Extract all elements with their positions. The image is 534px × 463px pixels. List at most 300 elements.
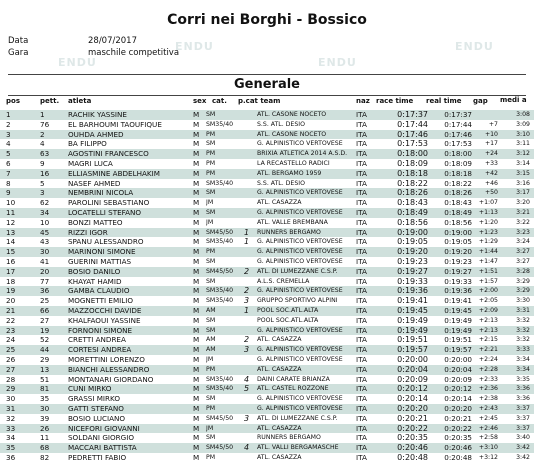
row-nation: ITA	[356, 452, 367, 462]
watermark-logo: ENDU	[58, 56, 97, 69]
row-race-time: 0:19:51	[397, 335, 428, 345]
row-nation: ITA	[356, 403, 367, 413]
row-race-time: 0:18:43	[397, 198, 428, 208]
row-athlete: NICEFORI GIOVANNI	[68, 423, 140, 433]
row-bib: 51	[40, 374, 50, 384]
row-pace: 3:40	[516, 434, 530, 442]
row-sex: M	[193, 188, 200, 198]
row-bib: 52	[40, 335, 50, 345]
row-pos: 5	[6, 149, 11, 159]
row-category: SM	[206, 257, 216, 265]
row-team: ATL. BERGAMO 1959	[257, 169, 322, 177]
row-pos: 15	[6, 247, 16, 257]
row-bib: 41	[40, 256, 50, 266]
row-gap: +2:46	[478, 424, 498, 432]
row-team: A.L.S. CREMELLA	[257, 277, 310, 285]
row-athlete: PAROLINI SEBASTIANO	[68, 198, 150, 208]
row-pace: 3:22	[516, 218, 530, 226]
table-row	[0, 218, 534, 228]
row-bib: 76	[40, 119, 50, 129]
row-pace: 3:08	[516, 111, 530, 118]
row-sex: M	[193, 129, 200, 139]
row-pace: 3:36	[516, 395, 530, 403]
row-pos: 7	[6, 168, 11, 178]
row-category: SM35/40	[206, 287, 234, 295]
row-gap: +1:44	[478, 248, 498, 256]
row-team: POOL SOC.ATL.ALTA	[257, 316, 319, 324]
row-athlete: MOGNETTI EMILIO	[68, 296, 134, 306]
row-sex: M	[193, 256, 200, 266]
row-pos: 10	[6, 198, 16, 208]
row-sex: M	[193, 452, 200, 462]
row-pos: 34	[6, 433, 16, 443]
row-category-place: 2	[244, 286, 250, 296]
row-nation: ITA	[356, 266, 367, 276]
row-nation: ITA	[356, 217, 367, 227]
col-pett: pett.	[40, 97, 60, 105]
row-category-place: 3	[244, 345, 250, 355]
row-nation: ITA	[356, 413, 367, 423]
row-athlete: GUERINI MATTIAS	[68, 256, 132, 266]
row-gap: +1:13	[478, 208, 498, 216]
row-sex: M	[193, 403, 200, 413]
row-race-time: 0:20:46	[397, 443, 428, 453]
row-real-time: 0:18:56	[444, 217, 472, 227]
row-pos: 33	[6, 423, 16, 433]
row-pace: 3:11	[516, 140, 530, 148]
col-media: medi a	[500, 96, 527, 104]
row-pos: 32	[6, 413, 16, 423]
watermark-logo: ENDU	[175, 40, 214, 53]
row-gap: +1:29	[478, 238, 498, 246]
table-row	[0, 130, 534, 140]
row-sex: M	[193, 139, 200, 149]
row-sex: M	[193, 198, 200, 208]
row-pos: 4	[6, 139, 11, 149]
table-row	[0, 326, 534, 336]
row-pos: 8	[6, 178, 11, 188]
row-sex: M	[193, 237, 200, 247]
row-bib: 66	[40, 305, 50, 315]
col-gap: gap	[473, 97, 488, 105]
row-race-time: 0:19:41	[397, 296, 428, 306]
row-gap: +2:13	[478, 316, 498, 324]
row-race-time: 0:20:22	[397, 423, 428, 433]
row-nation: ITA	[356, 305, 367, 315]
row-sex: M	[193, 296, 200, 306]
row-sex: M	[193, 443, 200, 453]
row-category: PM	[206, 130, 216, 138]
row-sex: M	[193, 384, 200, 394]
row-category: PM	[206, 159, 216, 167]
row-athlete: PEDRETTI FABIO	[68, 452, 127, 462]
row-category: SM	[206, 326, 216, 334]
row-category: SM35/40	[206, 297, 234, 305]
row-real-time: 0:20:04	[444, 364, 472, 374]
row-athlete: KHALFAOUI YASSINE	[68, 315, 141, 325]
row-real-time: 0:19:41	[444, 296, 472, 306]
row-category: JM	[206, 355, 214, 363]
row-athlete: BIANCHI ALESSANDRO	[68, 364, 150, 374]
row-pace: 3:37	[516, 424, 530, 432]
row-category-place: 2	[244, 335, 250, 345]
table-row	[0, 159, 534, 169]
row-real-time: 0:19:49	[444, 315, 472, 325]
row-pos: 31	[6, 403, 16, 413]
row-category: PM	[206, 453, 216, 461]
row-nation: ITA	[356, 110, 367, 119]
row-race-time: 0:17:46	[397, 129, 428, 139]
row-race-time: 0:18:49	[397, 207, 428, 217]
row-race-time: 0:18:00	[397, 149, 428, 159]
row-race-time: 0:18:09	[397, 158, 428, 168]
row-nation: ITA	[356, 139, 367, 149]
row-athlete: EL BARHOUMI TAOUFIQUE	[68, 119, 162, 129]
table-row	[0, 169, 534, 179]
row-athlete: MACCARI BATTISTA	[68, 443, 137, 453]
row-pace: 3:24	[516, 238, 530, 246]
row-gap: +1:20	[478, 218, 498, 226]
row-real-time: 0:17:53	[444, 139, 472, 149]
row-category: AM	[206, 346, 216, 354]
row-category: PM	[206, 365, 216, 373]
row-race-time: 0:19:20	[397, 247, 428, 257]
row-nation: ITA	[356, 198, 367, 208]
row-athlete: BOSIO DANILO	[68, 266, 121, 276]
row-nation: ITA	[356, 178, 367, 188]
row-team: POOL SOC.ATL.ALTA	[257, 306, 319, 314]
row-category: PM	[206, 169, 216, 177]
row-bib: 5	[40, 178, 45, 188]
row-category-place: 1	[244, 237, 250, 247]
row-athlete: CORTESI ANDREA	[68, 345, 132, 355]
page-title: Corri nei Borghi - Bossico	[167, 12, 367, 28]
row-real-time: 0:18:00	[444, 149, 472, 159]
row-nation: ITA	[356, 384, 367, 394]
row-real-time: 0:19:00	[444, 227, 472, 237]
row-bib: 25	[40, 296, 50, 306]
watermark-logo: ENDU	[455, 40, 494, 53]
row-gap: +1:51	[478, 267, 498, 275]
section-title: Generale	[8, 74, 526, 96]
row-race-time: 0:20:35	[397, 433, 428, 443]
row-bib: 10	[40, 217, 50, 227]
row-real-time: 0:17:37	[444, 110, 472, 119]
row-real-time: 0:18:26	[444, 188, 472, 198]
row-race-time: 0:19:23	[397, 256, 428, 266]
row-real-time: 0:19:27	[444, 266, 472, 276]
row-pace: 3:42	[516, 444, 530, 452]
table-row	[0, 237, 534, 247]
row-sex: M	[193, 364, 200, 374]
row-real-time: 0:18:43	[444, 198, 472, 208]
row-category: SM35/40	[206, 385, 234, 393]
row-athlete: KHAYAT HAMID	[68, 276, 122, 286]
row-gap: +2:28	[478, 365, 498, 373]
row-pace: 3:32	[516, 336, 530, 344]
row-nation: ITA	[356, 374, 367, 384]
row-team: LA RECASTELLO RADICI	[257, 159, 330, 167]
row-pos: 9	[6, 188, 11, 198]
row-race-time: 0:20:04	[397, 364, 428, 374]
table-row	[0, 188, 534, 198]
row-gap: +46	[484, 179, 498, 187]
table-row	[0, 228, 534, 238]
row-team: S.S. ATL. DESIO	[257, 179, 305, 187]
row-pos: 22	[6, 315, 16, 325]
row-category: PM	[206, 150, 216, 158]
row-sex: M	[193, 168, 200, 178]
row-pace: 3:30	[516, 297, 530, 305]
row-nation: ITA	[356, 296, 367, 306]
row-pace: 3:15	[516, 169, 530, 177]
table-row	[0, 208, 534, 218]
row-race-time: 0:17:44	[397, 119, 428, 129]
row-bib: 20	[40, 266, 50, 276]
row-team: ATL. VALLE BREMBANA	[257, 218, 328, 226]
row-sex: M	[193, 374, 200, 384]
row-category-place: 4	[244, 374, 250, 384]
row-gap: +2:45	[478, 414, 498, 422]
row-bib: 44	[40, 345, 50, 355]
row-pace: 3:10	[516, 130, 530, 138]
row-category-place: 3	[244, 296, 250, 306]
row-real-time: 0:20:09	[444, 374, 472, 384]
row-category: SM45/50	[206, 444, 234, 452]
row-sex: M	[193, 247, 200, 257]
row-pace: 3:36	[516, 385, 530, 393]
table-row	[0, 257, 534, 267]
row-bib: 1	[40, 110, 45, 119]
row-gap: +2:33	[478, 375, 498, 383]
row-category: AM	[206, 336, 216, 344]
row-nation: ITA	[356, 354, 367, 364]
row-pos: 35	[6, 443, 16, 453]
row-gap: +2:09	[478, 306, 498, 314]
row-bib: 27	[40, 315, 50, 325]
row-nation: ITA	[356, 364, 367, 374]
table-row	[0, 335, 534, 345]
row-pace: 3:27	[516, 257, 530, 265]
row-real-time: 0:19:49	[444, 325, 472, 335]
row-gap: +2:21	[478, 346, 498, 354]
table-row	[0, 404, 534, 414]
row-team: G. ALPINISTICO VERTOVESE	[257, 140, 343, 148]
row-category: SM45/50	[206, 228, 234, 236]
row-athlete: NASEF AHMED	[68, 178, 121, 188]
table-row	[0, 414, 534, 424]
row-real-time: 0:20:14	[444, 394, 472, 404]
table-row	[0, 345, 534, 355]
row-gap: +2:36	[478, 385, 498, 393]
row-sex: M	[193, 119, 200, 129]
row-team: G. ALPINISTICO VERTOVESE	[257, 189, 343, 197]
row-race-time: 0:19:36	[397, 286, 428, 296]
row-sex: M	[193, 423, 200, 433]
row-pos: 13	[6, 227, 16, 237]
row-pos: 6	[6, 158, 11, 168]
row-gap: +10	[484, 130, 498, 138]
row-team: ATL. CASAZZA	[257, 336, 302, 344]
row-sex: M	[193, 394, 200, 404]
row-sex: M	[193, 433, 200, 443]
row-race-time: 0:19:27	[397, 266, 428, 276]
row-pace: 3:27	[516, 248, 530, 256]
row-athlete: MARINONI SIMONE	[68, 247, 136, 257]
row-real-time: 0:20:46	[444, 443, 472, 453]
row-athlete: CRETTI ANDREA	[68, 335, 126, 345]
row-race-time: 0:20:48	[397, 452, 428, 462]
row-pos: 36	[6, 452, 16, 462]
row-gap: +33	[484, 159, 498, 167]
row-real-time: 0:19:23	[444, 256, 472, 266]
row-real-time: 0:18:22	[444, 178, 472, 188]
row-athlete: RIZZI IGOR	[68, 227, 108, 237]
row-gap: +1:07	[478, 199, 498, 207]
table-row	[0, 316, 534, 326]
row-pos: 28	[6, 374, 16, 384]
row-pos: 17	[6, 266, 16, 276]
row-team: G. ALPINISTICO VERTOVESE	[257, 395, 343, 403]
row-pos: 23	[6, 325, 16, 335]
row-category: SM45/50	[206, 414, 234, 422]
date-value: 28/07/2017	[88, 36, 137, 46]
row-team: ATL. VALLI BERGAMASCHE	[257, 444, 339, 452]
row-pos: 2	[6, 119, 11, 129]
row-category: SM	[206, 111, 216, 118]
row-real-time: 0:19:51	[444, 335, 472, 345]
row-pos: 27	[6, 364, 16, 374]
row-team: ATL. CASONE NOCETO	[257, 111, 327, 118]
row-pace: 3:28	[516, 267, 530, 275]
row-athlete: GATTI STEFANO	[68, 403, 124, 413]
row-team: ATL. DI LUMEZZANE C.S.P.	[257, 267, 338, 275]
row-gap: +7	[488, 120, 498, 128]
row-team: ATL. CASTEL ROZZONE	[257, 385, 329, 393]
row-race-time: 0:18:18	[397, 168, 428, 178]
row-gap: +17	[484, 140, 498, 148]
row-bib: 62	[40, 198, 50, 208]
row-category-place: 2	[244, 266, 250, 276]
row-team: G. ALPINISTICO VERTOVESE	[257, 326, 343, 334]
row-sex: M	[193, 286, 200, 296]
row-real-time: 0:19:45	[444, 305, 472, 315]
row-pace: 3:09	[516, 120, 530, 128]
row-nation: ITA	[356, 443, 367, 453]
row-team: GRUPPO SPORTIVO ALPINI	[257, 297, 338, 305]
row-race-time: 0:20:21	[397, 413, 428, 423]
row-sex: M	[193, 227, 200, 237]
row-athlete: MAZZOCCHI DAVIDE	[68, 305, 142, 315]
table-row	[0, 286, 534, 296]
row-pos: 26	[6, 354, 16, 364]
row-pace: 3:37	[516, 404, 530, 412]
row-pos: 19	[6, 286, 16, 296]
row-pos: 25	[6, 345, 16, 355]
row-pace: 3:23	[516, 228, 530, 236]
row-race-time: 0:19:00	[397, 227, 428, 237]
row-team: G. ALPINISTICO VERTOVESE	[257, 257, 343, 265]
row-category: AM	[206, 306, 216, 314]
row-bib: 68	[40, 443, 50, 453]
row-category: JM	[206, 199, 214, 207]
row-bib: 39	[40, 413, 50, 423]
table-row	[0, 247, 534, 257]
row-sex: M	[193, 345, 200, 355]
row-pace: 3:34	[516, 355, 530, 363]
table-row	[0, 110, 534, 120]
row-nation: ITA	[356, 227, 367, 237]
row-nation: ITA	[356, 433, 367, 443]
row-bib: 29	[40, 354, 50, 364]
row-real-time: 0:19:36	[444, 286, 472, 296]
row-real-time: 0:20:22	[444, 423, 472, 433]
row-category: PM	[206, 248, 216, 256]
row-team: ATL. DI LUMEZZANE C.S.P.	[257, 414, 338, 422]
row-race-time: 0:19:33	[397, 276, 428, 286]
row-nation: ITA	[356, 168, 367, 178]
row-pos: 20	[6, 296, 16, 306]
row-team: RUNNERS BERGAMO	[257, 434, 321, 442]
row-real-time: 0:19:20	[444, 247, 472, 257]
row-race-time: 0:20:00	[397, 354, 428, 364]
col-sex: sex	[193, 97, 207, 105]
row-category: SM35/40	[206, 120, 234, 128]
row-athlete: MORETTINI LORENZO	[68, 354, 145, 364]
row-sex: M	[193, 276, 200, 286]
row-athlete: GAMBA CLAUDIO	[68, 286, 130, 296]
row-team: BRIXIA ATLETICA 2014 A.S.D.	[257, 150, 348, 158]
row-pace: 3:35	[516, 375, 530, 383]
row-real-time: 0:20:35	[444, 433, 472, 443]
row-pace: 3:29	[516, 277, 530, 285]
row-pace: 3:29	[516, 287, 530, 295]
row-nation: ITA	[356, 345, 367, 355]
col-cat: cat.	[212, 97, 227, 105]
row-real-time: 0:19:33	[444, 276, 472, 286]
row-bib: 35	[40, 394, 50, 404]
row-gap: +50	[484, 189, 498, 197]
row-bib: 43	[40, 237, 50, 247]
table-row	[0, 277, 534, 287]
row-bib: 63	[40, 149, 50, 159]
row-nation: ITA	[356, 247, 367, 257]
row-pace: 3:20	[516, 199, 530, 207]
table-row	[0, 198, 534, 208]
row-race-time: 0:19:57	[397, 345, 428, 355]
table-row	[0, 433, 534, 443]
row-real-time: 0:19:05	[444, 237, 472, 247]
race-label: Gara	[8, 48, 29, 58]
col-real-time: real time	[426, 97, 462, 105]
row-pace: 3:33	[516, 346, 530, 354]
row-bib: 2	[40, 129, 45, 139]
row-nation: ITA	[356, 188, 367, 198]
row-team: ATL. CASONE NOCETO	[257, 130, 327, 138]
row-pace: 3:34	[516, 365, 530, 373]
row-category: SM	[206, 434, 216, 442]
row-gap: +2:58	[478, 434, 498, 442]
row-race-time: 0:19:49	[397, 325, 428, 335]
row-pos: 16	[6, 256, 16, 266]
row-pos: 18	[6, 276, 16, 286]
row-nation: ITA	[356, 149, 367, 159]
row-nation: ITA	[356, 315, 367, 325]
row-bib: 30	[40, 403, 50, 413]
row-race-time: 0:20:20	[397, 403, 428, 413]
row-bib: 82	[40, 452, 50, 462]
table-row	[0, 139, 534, 149]
